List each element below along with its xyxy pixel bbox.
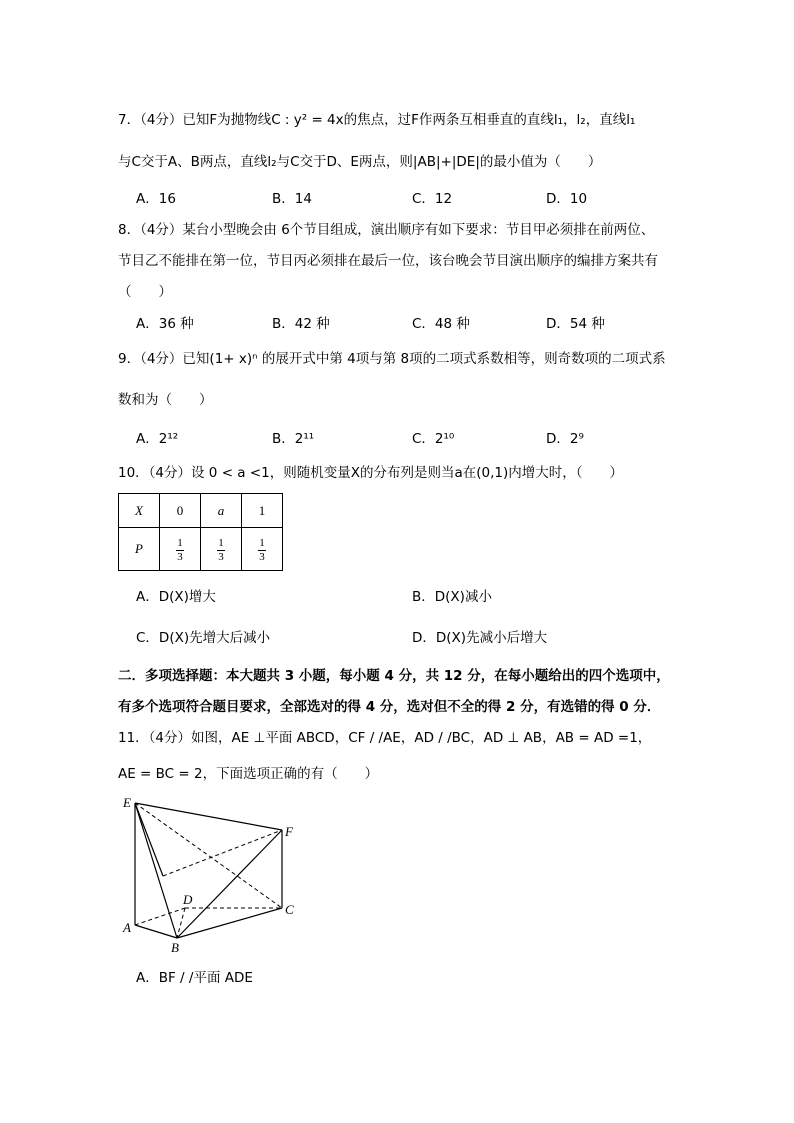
table-cell [201,528,242,571]
q10-option-c: C．D(X)先增大后减小 [136,630,271,646]
q9-option-b: B．2¹¹ [272,431,315,447]
table-cell: P [119,528,160,571]
table-row [119,494,283,528]
q8-option-a: A．36 种 [136,316,194,332]
fraction-numerator: 1 [218,537,224,549]
label-B: B [171,940,179,955]
section2-heading-line1: 二．多项选择题：本大题共 3 小题，每小题 4 分，共 12 分，在每小题给出的四个选项中， [118,668,670,684]
section2-heading-line2: 有多个选项符合题目要求，全部选对的得 4 分，选对但不全的得 2 分，有选错的得 0 分． [118,699,661,715]
table-cell [160,528,201,571]
q8-line2: 节目乙不能排在第一位，节目丙必须排在最后一位，该台晚会节目演出顺序的编排方案共有 [118,253,658,269]
fraction [217,537,225,564]
table-cell: a [201,494,242,528]
q10-option-b: B．D(X)减小 [412,589,492,605]
q9-option-d: D．2⁹ [546,431,584,447]
label-F: F [285,824,293,839]
table-cell: 0 [160,494,201,528]
q9-line1: 9．（4分）已知(1+ x)ⁿ 的展开式中第 4项与第 8项的二项式系数相等，则奇数项的二项式系 [118,351,666,367]
distribution-table [118,493,283,571]
q8-option-c: C．48 种 [412,316,470,332]
fraction [258,537,266,564]
q9-option-c: C．2¹⁰ [412,431,455,447]
q7-line2: 与C交于A、B两点，直线l₂与C交于D、E两点，则|AB|+|DE|的最小值为（ ） [118,154,602,170]
geometry-figure [115,790,315,960]
edge-ED [135,803,163,876]
dashed-DF [163,830,282,876]
q8-option-b: B．42 种 [272,316,330,332]
distribution-table-wrap [118,493,283,571]
q8-option-d: D．54 种 [546,316,605,332]
label-E: E [123,795,131,810]
q7-line1: 7．（4分）已知F为抛物线C : y² = 4x的焦点，过F作两条互相垂直的直线l₁，l₂，直线l₁ [118,112,636,128]
q9-option-a: A．2¹² [136,431,179,447]
q7-option-c: C．12 [412,191,453,207]
q10-option-a: A．D(X)增大 [136,589,216,605]
table-cell: X [119,494,160,528]
q9-line2: 数和为（ ） [118,392,213,408]
edge-AB [135,925,177,938]
fraction-numerator: 1 [177,537,183,549]
label-C: C [285,902,294,917]
edge-BF [177,830,282,938]
q11-line1: 11．（4分）如图，AE ⊥平面 ABCD，CF / /AE，AD / /BC，AD ⊥ AB，AB = AD =1， [118,730,652,746]
q8-line3: （ ） [118,284,172,300]
fraction-denominator: 3 [177,551,183,563]
table-row [119,528,283,571]
table-cell: 1 [242,494,283,528]
dashed-AD [135,908,185,925]
edge-EF [135,803,282,830]
q10-line1: 10．（4分）设 0 < a <1，则随机变量X的分布列是则当a在(0,1)内增大时，（ ） [118,465,624,481]
fraction-denominator: 3 [218,551,224,563]
q11-option-a: A．BF / /平面 ADE [136,970,253,986]
label-D: D [183,892,193,907]
q7-option-a: A．16 [136,191,176,207]
q7-option-b: B．14 [272,191,312,207]
edge-BC [177,908,282,938]
q10-option-d: D．D(X)先减小后增大 [412,630,548,646]
q11-line2: AE = BC = 2，下面选项正确的有（ ） [118,766,379,782]
table-cell [242,528,283,571]
fraction [176,537,184,564]
q7-option-d: D．10 [546,191,588,207]
fraction-numerator: 1 [259,537,265,549]
dashed-EC [135,803,282,908]
label-A: A [123,920,131,935]
fraction-denominator: 3 [259,551,265,563]
q8-line1: 8．（4分）某台小型晚会由 6个节目组成，演出顺序有如下要求：节目甲必须排在前两位、 [118,222,655,238]
